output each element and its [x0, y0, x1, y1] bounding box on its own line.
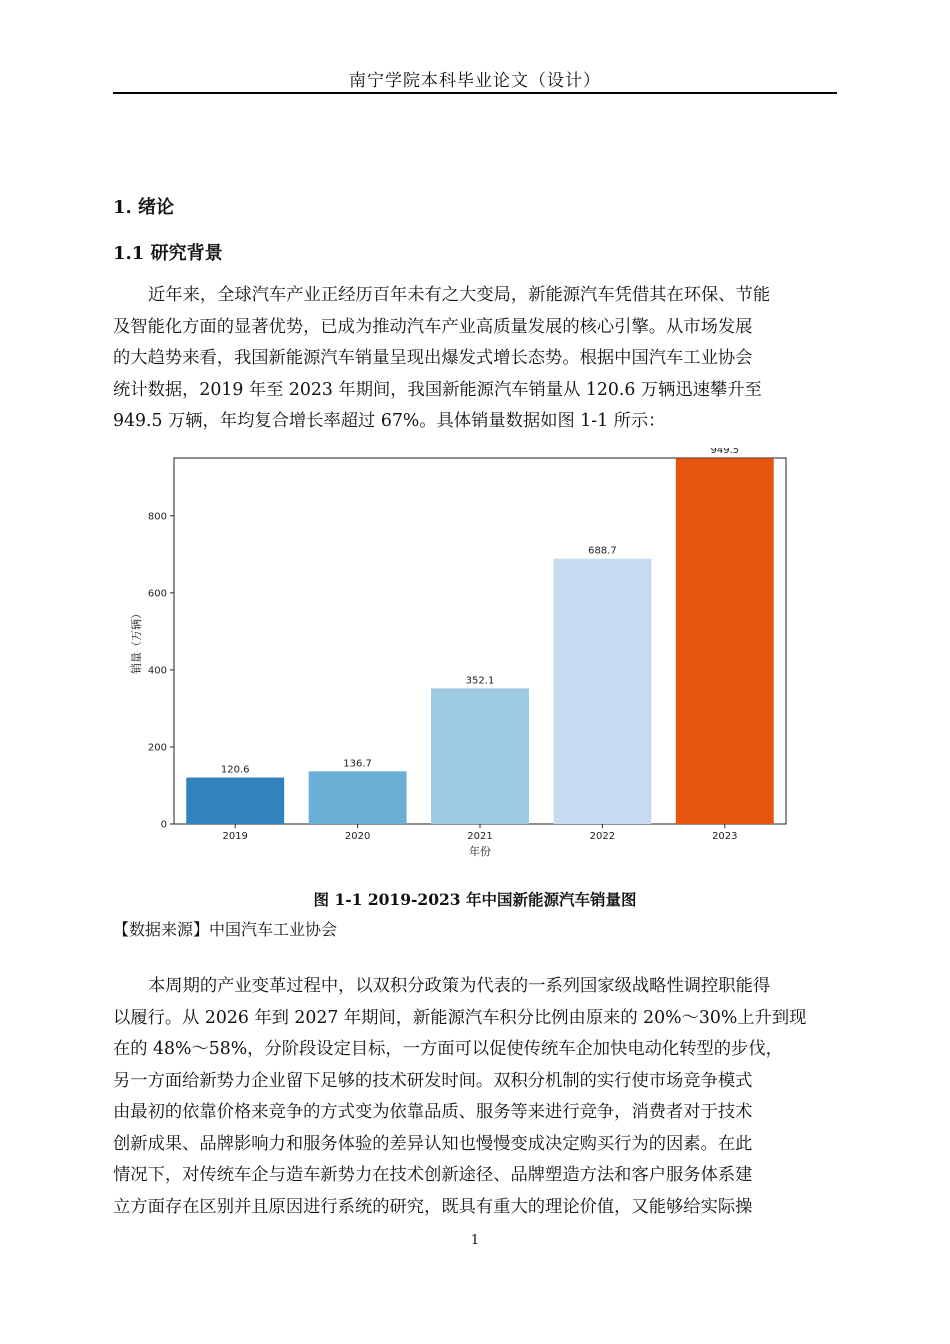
- chart-canvas: [118, 448, 798, 868]
- bar-2023: [676, 458, 774, 824]
- x-axis-label: 年份: [469, 845, 491, 858]
- bar-2022: [553, 559, 651, 824]
- subsection-heading: 1.1 研究背景: [113, 243, 223, 264]
- bar-2019: [186, 778, 284, 824]
- data-source-note: 【数据来源】中国汽车工业协会: [113, 920, 338, 939]
- paragraph-line: 近年来，全球汽车产业正经历百年未有之大变局，新能源汽车凭借其在环保、节能: [148, 285, 771, 305]
- paragraph-1: [113, 280, 837, 438]
- paragraph-line: 及智能化方面的显著优势，已成为推动汽车产业高质量发展的核心引擎。从市场发展: [113, 316, 753, 337]
- y-tick-label: 0: [160, 819, 167, 831]
- paragraph-line: 另一方面给新势力企业留下足够的技术研发时间。双积分机制的实行使市场竞争模式: [113, 1070, 753, 1091]
- paragraph-line: 由最初的依靠价格来竞争的方式变为依靠品质、服务等来进行竞争，消费者对于技术: [113, 1102, 753, 1122]
- y-tick-label: 200: [147, 742, 167, 754]
- paragraph-line: 立方面存在区别并且原因进行系统的研究，既具有重大的理论价值，又能够给实际操: [113, 1196, 753, 1217]
- paragraph-line: 在的 48%～58%，分阶段设定目标，一方面可以促使传统车企加快电动化转型的步伐，: [113, 1039, 783, 1059]
- paragraph-2: [113, 971, 837, 1223]
- y-axis-label: 销量（万辆）: [130, 608, 143, 674]
- y-tick-label: 600: [147, 588, 167, 600]
- x-tick-label: 2021: [467, 831, 493, 842]
- data-label: 352.1: [465, 675, 495, 687]
- paragraph-line: 本周期的产业变革过程中，以双积分政策为代表的一系列国家级战略性调控职能得: [148, 976, 771, 996]
- paragraph-line: 的大趋势来看，我国新能源汽车销量呈现出爆发式增长态势。根据中国汽车工业协会: [113, 348, 753, 368]
- paragraph-line: 创新成果、品牌影响力和服务体验的差异认知也慢慢变成决定购买行为的因素。在此: [113, 1133, 753, 1154]
- paragraph-line: 统计数据，2019 年至 2023 年期间，我国新能源汽车销量从 120.6 万辆迅速攀升至: [113, 379, 762, 400]
- y-tick-label: 400: [147, 665, 167, 677]
- data-label: 120.6: [220, 764, 250, 776]
- y-tick-label: 800: [147, 511, 167, 523]
- x-tick-label: 2022: [589, 831, 616, 842]
- data-label: 688.7: [588, 545, 617, 557]
- section-heading: 1. 绪论: [113, 197, 175, 218]
- x-tick-label: 2019: [222, 831, 248, 842]
- paragraph-line: 情况下，对传统车企与造车新势力在技术创新途径、品牌塑造方法和客户服务体系建: [113, 1165, 753, 1185]
- sales-bar-chart: [118, 448, 798, 868]
- data-label: 136.7: [343, 758, 372, 770]
- page-number: 1: [470, 1233, 480, 1248]
- bar-2020: [309, 771, 407, 824]
- x-tick-label: 2023: [712, 831, 738, 842]
- bar-2021: [431, 688, 529, 824]
- paragraph-line: 949.5 万辆，年均复合增长率超过 67%。具体销量数据如图 1-1 所示：: [113, 411, 666, 431]
- x-tick-label: 2020: [344, 831, 371, 842]
- header-rule: [113, 92, 837, 94]
- figure-caption: 图 1-1 2019-2023 年中国新能源汽车销量图: [313, 890, 637, 909]
- data-label: 949.5: [710, 448, 740, 457]
- running-header: 南宁学院本科毕业论文（设计）: [349, 71, 601, 91]
- paragraph-line: 以履行。从 2026 年到 2027 年期间，新能源汽车积分比例由原来的 20%～30%上升到现: [113, 1007, 807, 1028]
